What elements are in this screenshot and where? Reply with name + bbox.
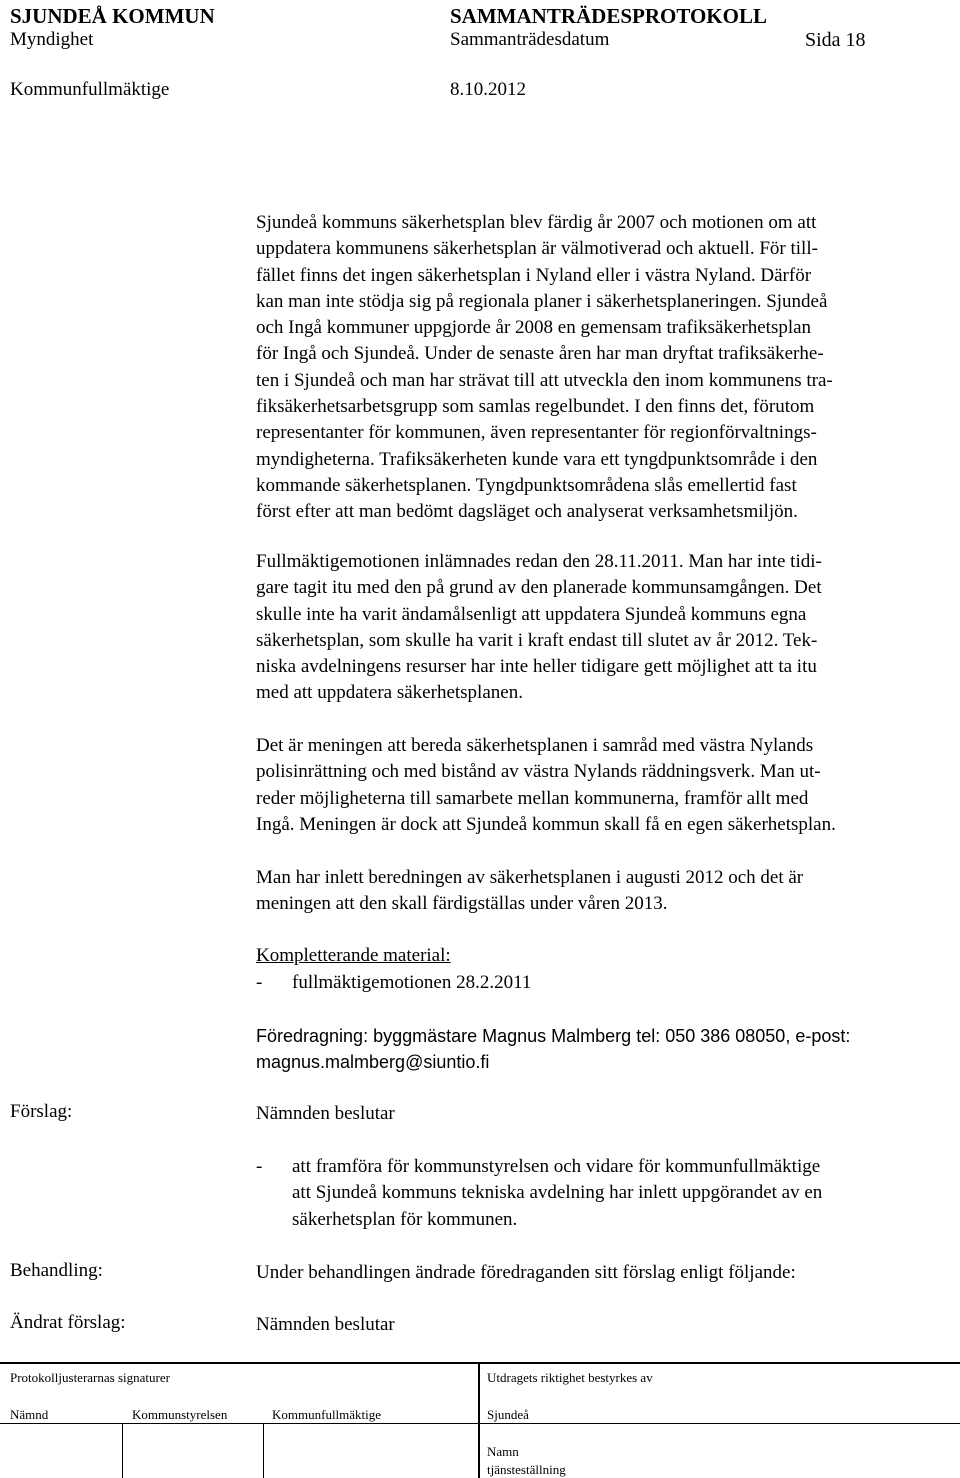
org-name: SJUNDEÅ KOMMUN	[10, 4, 215, 28]
presenter-line: Föredragning: byggmästare Magnus Malmberg tel: 050 386 08050, e-post:	[256, 1026, 851, 1046]
list-dash: -	[256, 1156, 263, 1177]
changed-proposal-text: Nämnden beslutar	[256, 1314, 395, 1335]
authority-label: Myndighet	[10, 29, 94, 50]
supplement-heading: Kompletterande material:	[256, 945, 451, 966]
certifier-name-label: Namn	[487, 1444, 519, 1459]
signature-col-nämnd: Nämnd	[10, 1407, 49, 1422]
text-line: myndigheterna. Trafiksäkerheten kunde vara ett tyngdpunktsområde i den	[256, 448, 818, 470]
text-line: gare tagit itu med den på grund av den planerade kommunsamgången. Det	[256, 577, 822, 599]
proposal-list	[256, 1154, 936, 1234]
signature-col-kommunstyrelsen: Kommunstyrelsen	[132, 1407, 228, 1422]
signature-col-kommunfullmaktige: Kommunfullmäktige	[272, 1407, 382, 1422]
text-line: säkerhetsplan, som skulle ha varit i kraft endast till slutet av år 2012. Tek-	[256, 629, 818, 651]
footer-top-rule	[0, 1362, 960, 1364]
signatures-label: Protokolljusterarnas signaturer	[10, 1370, 170, 1385]
text-line: skulle inte ha varit ändamålsenligt att uppdatera Sjundeå kommuns egna	[256, 603, 807, 625]
meeting-date: 8.10.2012	[450, 79, 526, 100]
text-line: Sjundeå kommuns säkerhetsplan blev färdig år 2007 och motionen om att	[256, 212, 817, 233]
text-line: Det är meningen att bereda säkerhetsplanen i samråd med västra Nylands	[256, 735, 814, 756]
proposal-text: Nämnden beslutar	[256, 1103, 395, 1124]
text-line: reder möjligheterna till samarbete mellan kommunerna, framför allt med	[256, 787, 809, 809]
text-line: först efter att man bedömt dagsläget och analyserat verksamhetsmiljön.	[256, 501, 798, 523]
presenter-info	[256, 1023, 956, 1076]
text-line: polisinrättning och med bistånd av västra Nylands räddningsverk. Man ut-	[256, 761, 821, 783]
paragraph-1	[256, 210, 956, 526]
proposal-line: säkerhetsplan för kommunen.	[292, 1208, 518, 1230]
text-line: uppdatera kommunens säkerhetsplan är välmotiverad och aktuell. För till-	[256, 238, 818, 260]
handling-text: Under behandlingen ändrade föredraganden sitt förslag enligt följande:	[256, 1262, 796, 1283]
paragraph-3	[256, 733, 956, 838]
text-line: Man har inlett beredningen av säkerhetsplanen i augusti 2012 och det är	[256, 867, 804, 888]
text-line: Fullmäktigemotionen inlämnades redan den 28.11.2011. Man har inte tidi-	[256, 551, 822, 572]
text-line: Ingå. Meningen är dock att Sjundeå kommun skall få en egen säkerhetsplan.	[256, 813, 836, 835]
footer-row-rule	[0, 1423, 960, 1424]
certified-label: Utdragets riktighet bestyrkes av	[487, 1370, 653, 1385]
text-line: meningen att den skall färdigställas under våren 2013.	[256, 893, 668, 915]
list-dash: -	[256, 972, 263, 993]
text-line: och Ingå kommuner uppgjorde år 2008 en gemensam trafiksäkerhetsplan	[256, 317, 812, 339]
handling-label: Behandling:	[10, 1260, 103, 1281]
text-line: niska avdelningens resurser har inte heller tidigare gett möjlighet att ta itu	[256, 656, 817, 678]
text-line: ten i Sjundeå och man har strävat till att utveckla den inom kommunens tra-	[256, 369, 833, 391]
document-type: SAMMANTRÄDESPROTOKOLL	[450, 4, 767, 28]
supplement-item: fullmäktigemotionen 28.2.2011	[292, 972, 532, 993]
certifier-title-label: tjänsteställning	[487, 1462, 566, 1477]
text-line: kommande säkerhetsplanen. Tyngdpunktsområdena slås emellertid fast	[256, 474, 797, 496]
paragraph-2	[256, 549, 956, 707]
page-number: Sida 18	[805, 29, 866, 51]
text-line: med att uppdatera säkerhetsplanen.	[256, 682, 523, 704]
signature-footer	[0, 1362, 960, 1478]
proposal-line: att Sjundeå kommuns tekniska avdelning har inlett uppgörandet av en	[292, 1182, 823, 1204]
certifier-location: Sjundeå	[487, 1407, 529, 1422]
presenter-email: magnus.malmberg@siuntio.fi	[256, 1052, 490, 1073]
paragraph-4	[256, 865, 956, 918]
date-label: Sammanträdesdatum	[450, 29, 610, 50]
footer-divider	[478, 1362, 480, 1478]
text-line: för Ingå och Sjundeå. Under de senaste åren har man dryftat trafiksäkerhe-	[256, 343, 824, 365]
signature-cell-divider	[122, 1424, 123, 1478]
text-line: fiksäkerhetsarbetsgrupp som samlas regelbundet. I den finns det, förutom	[256, 396, 815, 418]
supplement-list	[256, 970, 856, 996]
text-line: fället finns det ingen säkerhetsplan i Nyland eller i västra Nyland. Därför	[256, 264, 812, 286]
text-line: representanter för kommunen, även representanter för regionförvaltnings-	[256, 422, 817, 444]
changed-proposal-label: Ändrat förslag:	[10, 1312, 126, 1333]
proposal-label: Förslag:	[10, 1101, 73, 1122]
text-line: kan man inte stödja sig på regionala planer i säkerhetsplaneringen. Sjundeå	[256, 290, 828, 312]
signature-cell-divider	[263, 1424, 264, 1478]
proposal-line: att framföra för kommunstyrelsen och vidare för kommunfullmäktige	[292, 1156, 821, 1177]
authority-name: Kommunfullmäktige	[10, 79, 170, 100]
